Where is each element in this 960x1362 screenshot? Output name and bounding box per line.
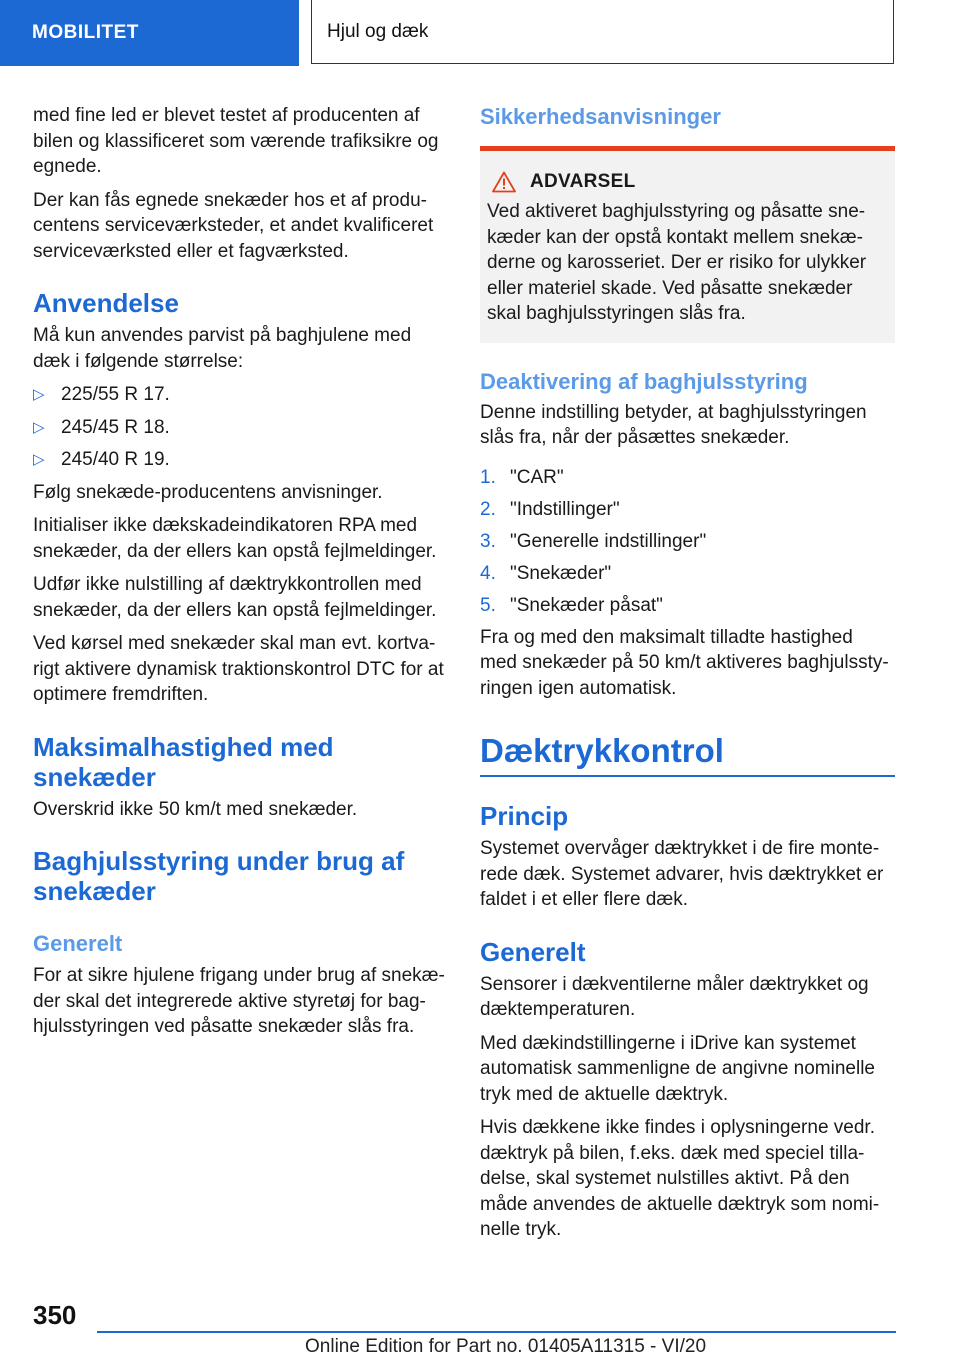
paragraph-ved: Ved kørsel med snekæder skal man evt. kortva-rigt aktivere dynamisk traktionskontrol DTC for at optimere fremdriften.	[33, 633, 444, 705]
section-divider	[480, 775, 895, 777]
heading-maksimalhastighed: Maksimalhastighed med snekæder	[33, 731, 334, 792]
footer-edition: Online Edition for Part no. 01405A11315 - VI/20	[305, 1336, 707, 1357]
triangle-right-outline-icon: ▷	[33, 386, 45, 403]
intro-paragraph-1: med fine led er blevet testet af producenten af bilen og klassificeret som værende trafiksikre og egnede.	[33, 105, 439, 177]
heading-daektrykkontrol: Dæktrykkontrol	[480, 732, 724, 769]
warning-box	[480, 146, 895, 343]
paragraph-initialiser: Initialiser ikke dækskadeindikatoren RPA med snekæder, da der ellers kan opstå fejlmeldinger.	[33, 515, 437, 562]
tire-size-list	[33, 382, 448, 473]
steps-list	[480, 465, 895, 619]
intro-paragraph-2: Der kan fås egnede snekæder hos et af produ-centens serviceværksteder, et andet kvalificeret serviceværksted eller et fagværksted.	[33, 189, 434, 262]
list-item: 2. "Indstillinger"	[480, 498, 620, 520]
heading-anvendelse: Anvendelse	[33, 288, 179, 318]
heading-deaktivering: Deaktivering af baghjulsstyring	[480, 368, 808, 394]
list-item: 3. "Generelle indstillinger"	[480, 530, 707, 552]
heading-sikkerhedsanvisninger: Sikkerhedsanvisninger	[480, 104, 721, 129]
list-item: 5. "Snekæder påsat"	[480, 594, 663, 616]
triangle-right-outline-icon: ▷	[33, 451, 45, 468]
warning-title: ADVARSEL	[530, 171, 636, 192]
chapter-title: Hjul og dæk	[327, 20, 429, 42]
paragraph-folg: Følg snekæde-producentens anvisninger.	[33, 481, 383, 503]
triangle-right-outline-icon: ▷	[33, 418, 45, 436]
generelt-paragraph-2: Med dækindstillingerne i iDrive kan systemet automatisk sammenligne de angivne nominelle tryk med de aktuelle dæktryk.	[480, 1032, 876, 1105]
list-item: 4. "Snekæder"	[480, 562, 612, 584]
heading-generelt-left: Generelt	[33, 931, 123, 956]
page-number: 350	[33, 1300, 77, 1330]
generelt-paragraph-left: For at sikre hjulene frigang under brug af snekæ-der skal det integrerede aktive styretøj for bag-hjulsstyringen ved påsatte snekæder slås fra.	[33, 965, 445, 1037]
heading-princip: Princip	[480, 801, 569, 831]
right-column	[480, 103, 895, 1251]
warning-triangle-icon	[492, 171, 516, 193]
generelt-paragraph-3: Hvis dækkene ikke findes i oplysningerne vedr. dæktryk på bilen, f.eks. dæk med speciel tilla-delse, skal systemet nulstilles aktivt. På den måde anvendes de aktuelle dæktryk som nomi-nelle tryk.	[480, 1117, 880, 1240]
heading-baghjulsstyring: Baghjulsstyring under brug af snekæder	[33, 846, 405, 906]
princip-paragraph: Systemet overvåger dæktrykket i de fire monte-rede dæk. Systemet advarer, hvis dæktrykket er faldet i et eller flere dæk.	[480, 838, 884, 910]
list-item: ▷ 245/40 R 19.	[33, 447, 448, 473]
warning-text: Ved aktiveret baghjulsstyring og påsatte sne-kæder kan der opstå kontakt mellem snekæ-derne og karosseriet. Der er risiko for ulykker eller materiel skade. Ved påsatte snekæder skal baghjulsstyringen slås fra.	[487, 201, 867, 324]
anvendelse-paragraph: Må kun anvendes parvist på baghjulene med dæk i følgende størrelse:	[33, 325, 412, 372]
maksimalhastighed-paragraph: Overskrid ikke 50 km/t med snekæder.	[33, 798, 358, 820]
section-tab	[0, 0, 299, 66]
list-item: ▷ 225/55 R 17.	[33, 382, 448, 408]
generelt-paragraph-1: Sensorer i dækventilerne måler dæktrykket og dæktemperaturen.	[480, 973, 869, 1020]
list-item: 1. "CAR"	[480, 466, 564, 488]
chapter-tab	[311, 0, 894, 64]
list-item: ▷ 245/45 R 18.	[33, 415, 448, 441]
footer-divider	[97, 1331, 896, 1333]
fra-og-med-paragraph: Fra og med den maksimalt tilladte hastighed med snekæder på 50 km/t aktiveres baghjulssty-ringen igen automatisk.	[480, 626, 889, 699]
paragraph-udfor: Udfør ikke nulstilling af dæktrykkontrollen med snekæder, da der ellers kan opstå fejlmeldinger.	[33, 574, 437, 621]
heading-generelt-right: Generelt	[480, 936, 586, 967]
left-column	[33, 103, 448, 1048]
section-title: MOBILITET	[32, 22, 139, 43]
deaktivering-paragraph: Denne indstilling betyder, at baghjulsstyringen slås fra, når der påsættes snekæder.	[480, 401, 867, 448]
